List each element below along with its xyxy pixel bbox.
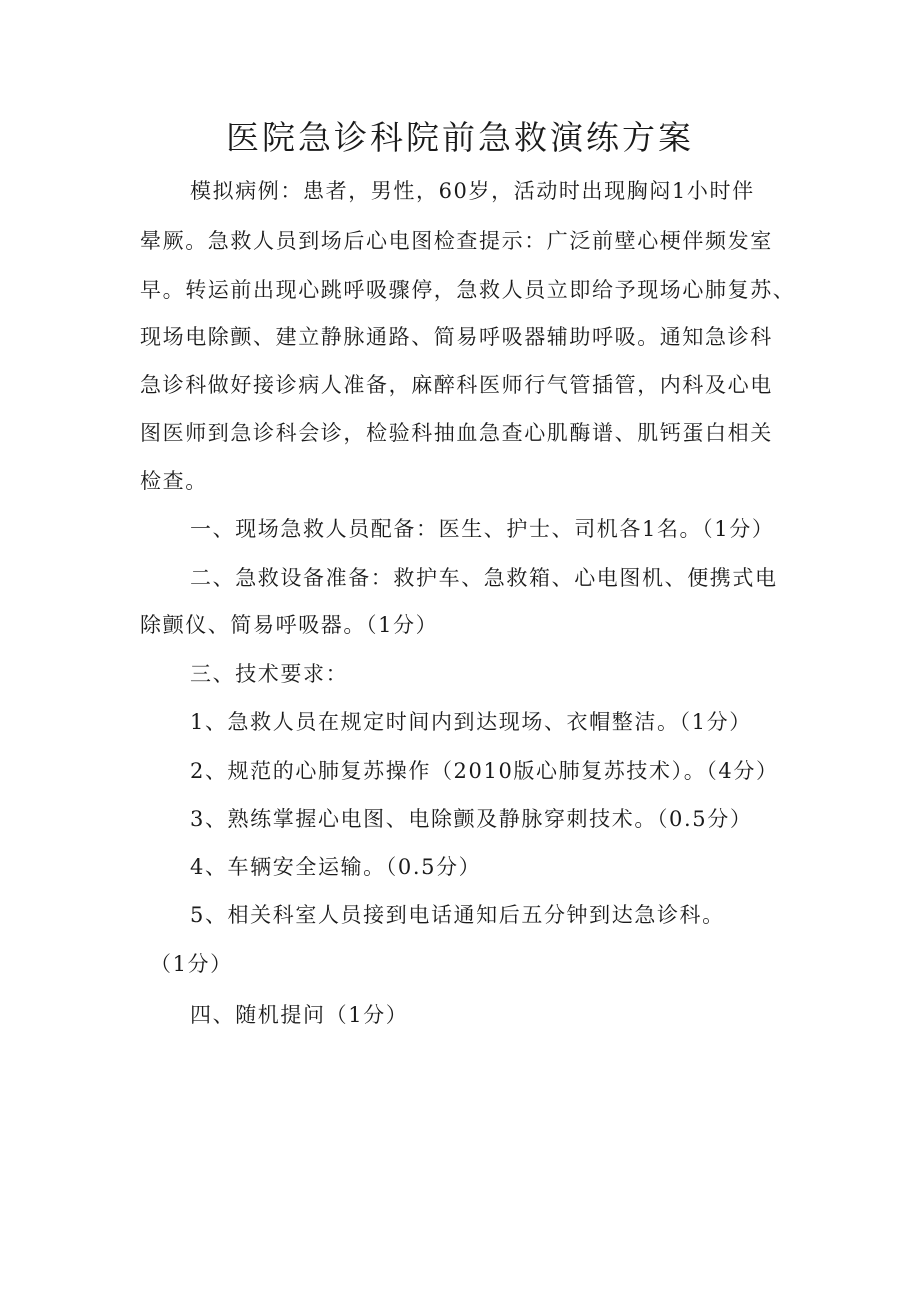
equipment-line: 二、急救设备准备：救护车、急救箱、心电图机、便携式电 [190, 566, 778, 590]
case-line: 急诊科做好接诊病人准备，麻醉科医师行气管插管，内科及心电 [140, 373, 773, 397]
requirement-item: 3、熟练掌握心电图、电除颤及静脉穿刺技术。（0.5分） [190, 807, 753, 831]
section-random-questions: 四、随机提问（1分） [190, 1003, 409, 1027]
case-line: 图医师到急诊科会诊，检验科抽血急查心肌酶谱、肌钙蛋白相关 [140, 421, 773, 445]
case-line: 晕厥。急救人员到场后心电图检查提示：广泛前壁心梗伴频发室 [140, 229, 773, 253]
case-line: 检查。 [140, 469, 208, 493]
equipment-line: 除颤仪、简易呼吸器。（1分） [140, 613, 439, 637]
case-line: 早。转运前出现心跳呼吸骤停，急救人员立即给予现场心肺复苏、 [140, 278, 796, 302]
requirement-item: 2、规范的心肺复苏操作（2010版心肺复苏技术）。（4分） [190, 759, 779, 783]
case-line: 现场电除颤、建立静脉通路、简易呼吸器辅助呼吸。通知急诊科 [140, 325, 773, 349]
section-requirements-heading: 三、技术要求： [190, 662, 349, 686]
document-title: 医院急诊科院前急救演练方案 [226, 118, 694, 157]
requirement-item: 5、相关科室人员接到电话通知后五分钟到达急诊科。 [190, 903, 725, 927]
case-line: 模拟病例：患者，男性，60岁，活动时出现胸闷1小时伴 [190, 179, 755, 203]
requirement-item-continuation: （1分） [150, 952, 233, 976]
requirement-item: 4、车辆安全运输。（0.5分） [190, 855, 482, 879]
section-staffing: 一、现场急救人员配备：医生、护士、司机各1名。（1分） [190, 517, 775, 541]
requirement-item: 1、急救人员在规定时间内到达现场、衣帽整洁。（1分） [190, 710, 752, 734]
